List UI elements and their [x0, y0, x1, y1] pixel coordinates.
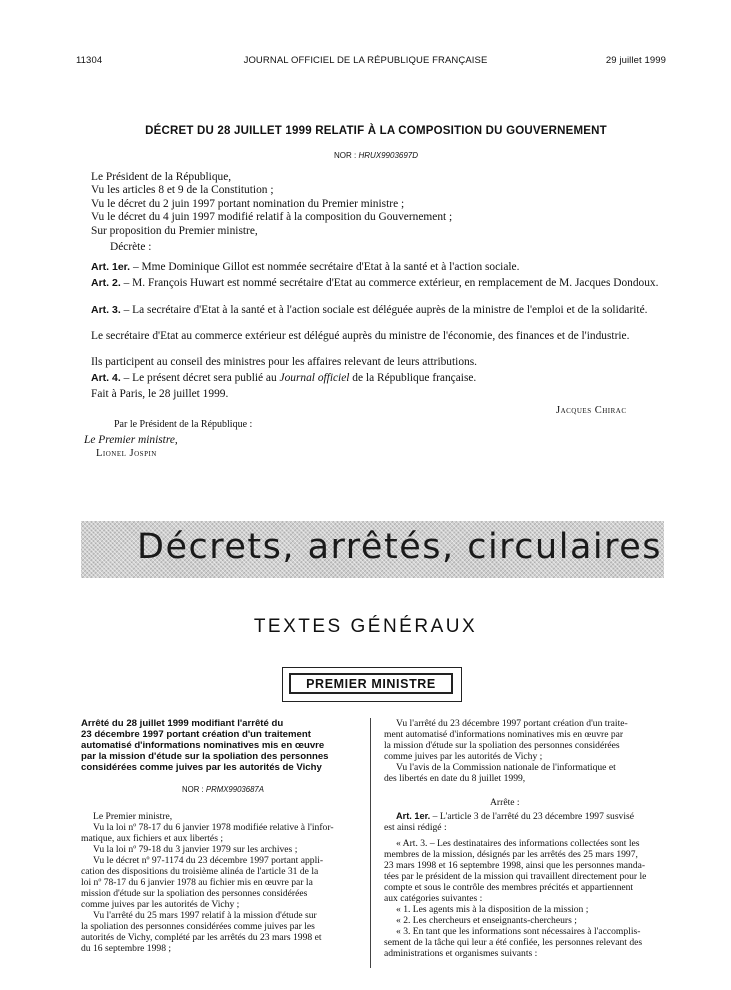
arrete-right-line: sement de la tâche qui leur a été confiée, les personnes relevant des	[384, 937, 643, 948]
arrete-left-line: Vu le décret nº 97-1174 du 23 décembre 1997 portant appli-	[93, 855, 324, 866]
arrete-right-line: « 2. Les chercheurs et enseignants-chercheurs ;	[396, 915, 577, 926]
preamble-line: Vu les articles 8 et 9 de la Constitution ;	[91, 184, 274, 197]
arrete-right-line: comme juives par les autorités de Vichy ;	[384, 751, 543, 762]
arrete-right-line: 23 mars 1998 et 16 septembre 1998, ainsi que les personnes manda-	[384, 860, 646, 871]
arrete-title-line: considérées comme juives par les autorités de Vichy	[81, 762, 322, 773]
arrete-left-line: loi nº 78-17 du 6 janvier 1978 au fichier mis en œuvre par la	[81, 877, 313, 888]
signature-jospin: Lionel Jospin	[96, 448, 157, 459]
decree-article-2	[91, 277, 666, 290]
page-number: 11304	[76, 55, 103, 66]
preamble-line: Vu le décret du 4 juin 1997 modifié relatif à la composition du Gouvernement ;	[91, 211, 453, 224]
decree-article-3	[91, 304, 666, 317]
arrete-left-line: autorités de Vichy, complété par les arrêtés du 23 mars 1998 et	[81, 932, 322, 943]
ministry-label: PREMIER MINISTRE	[289, 673, 453, 694]
arrete-article-1	[396, 811, 634, 822]
par-le-president: Par le Président de la République :	[114, 419, 253, 430]
decree-title: DÉCRET DU 28 JUILLET 1999 RELATIF À LA COMPOSITION DU GOUVERNEMENT	[145, 125, 607, 137]
arrete-right-line: Vu l'avis de la Commission nationale de l'informatique et	[396, 762, 616, 773]
arrete-right-line: des libertés en date du 8 juillet 1999,	[384, 773, 526, 784]
preamble-line: Sur proposition du Premier ministre,	[91, 224, 258, 237]
arrete-title	[81, 718, 365, 773]
premier-ministre-title: Le Premier ministre,	[84, 434, 178, 446]
article-4-label: Art. 4.	[91, 372, 121, 384]
arrete-left-line: Vu la loi nº 79-18 du 3 janvier 1979 sur les archives ;	[93, 844, 298, 855]
arrete-right-line: tées par le président de la mission qui travaillent directement pour le	[384, 871, 647, 882]
article-1-text: – Mme Dominique Gillot est nommée secrétaire d'Etat à la santé et à l'action sociale.	[130, 261, 520, 273]
arrete-article-1-cont: est ainsi rédigé :	[384, 822, 447, 833]
arrete-left-line: Le Premier ministre,	[93, 811, 173, 822]
arrete-right-line: membres de la mission, désignés par les arrêtés des 25 mars 1997,	[384, 849, 638, 860]
arrete-right-line: « 1. Les agents mis à la disposition de la mission ;	[396, 904, 589, 915]
ministry-box	[282, 667, 462, 702]
section-title: TEXTES GÉNÉRAUX	[253, 616, 478, 637]
arrete-left-line: matique, aux fichiers et aux libertés ;	[81, 833, 223, 844]
arrete-left-line: comme juives par les autorités de Vichy ;	[81, 899, 240, 910]
arrete-title-line: par la mission d'étude sur la spoliation des personnes	[81, 751, 329, 762]
arrete-right-line: compte et sous le contrôle des membres précités et appartiennent	[384, 882, 634, 893]
article-4-text-b: de la République française.	[349, 372, 477, 384]
arrete-nor-code: PRMX9903687A	[205, 785, 264, 794]
article-3-label: Art. 3.	[91, 304, 121, 316]
arrete-nor	[81, 785, 365, 794]
arrete-right-line: ment automatisé d'informations nominatives mis en œuvre par	[384, 729, 624, 740]
decree-article-1	[91, 261, 519, 274]
arrete-right-line: administrations et organismes suivants :	[384, 948, 538, 959]
arrete-title-line: Arrêté du 28 juillet 1999 modifiant l'arrêté du	[81, 718, 284, 729]
arrete-word: Arrête :	[490, 797, 520, 808]
arrete-right-line: « 3. En tant que les informations sont nécessaires à l'accomplis-	[396, 926, 641, 937]
preamble-line: Vu le décret du 2 juin 1997 portant nomination du Premier ministre ;	[91, 197, 405, 210]
banner-title: Décrets, arrêtés, circulaires	[137, 527, 663, 567]
decree-decrete: Décrète :	[110, 241, 152, 253]
arrete-right-line: aux catégories suivantes :	[384, 893, 483, 904]
decree-fait: Fait à Paris, le 28 juillet 1999.	[91, 388, 229, 400]
arrete-title-line: 23 décembre 1997 portant création d'un traitement	[81, 729, 311, 740]
arrete-left-line: Vu l'arrêté du 25 mars 1997 relatif à la mission d'étude sur	[93, 910, 317, 921]
arrete-left-line: mission d'étude sur la spoliation des personnes considérées	[81, 888, 308, 899]
signature-chirac: Jacques Chirac	[556, 405, 627, 416]
arrete-left-line: la spoliation des personnes considérées comme juives par les	[81, 921, 315, 932]
arrete-right-line: Vu l'arrêté du 23 décembre 1997 portant création d'un traite-	[396, 718, 628, 729]
arrete-nor-label: NOR :	[182, 785, 204, 794]
journal-officiel-ref: Journal officiel	[279, 372, 350, 384]
decree-nor	[96, 151, 656, 160]
arrete-article-1-text: – L'article 3 de l'arrêté du 23 décembre 1997 susvisé	[430, 811, 635, 822]
article-3-text: – La secrétaire d'Etat à la santé et à l'action sociale est déléguée auprès de la ministre de l'emploi et de la solidarité.	[120, 304, 648, 316]
arrete-title-line: automatisé d'informations nominatives mis en œuvre	[81, 740, 325, 751]
decree-article-3-para-3: Ils participent au conseil des ministres pour les affaires relevant de leurs attributions.	[91, 356, 478, 368]
arrete-left-line: Vu la loi nº 78-17 du 6 janvier 1978 modifiée relative à l'infor-	[93, 822, 334, 833]
journal-title: JOURNAL OFFICIEL DE LA RÉPUBLIQUE FRANÇAISE	[243, 55, 488, 66]
article-4-text-a: – Le présent décret sera publié au	[120, 372, 280, 384]
section-banner	[81, 521, 664, 578]
decree-article-4	[91, 372, 476, 385]
issue-date: 29 juillet 1999	[605, 55, 666, 66]
arrete-article-1-label: Art. 1er.	[396, 811, 431, 821]
decree-nor-code: HRUX9903697D	[358, 151, 419, 160]
article-2-text: – M. François Huwart est nommé secrétaire d'Etat au commerce extérieur, en remplacement de M. Jacques Dondoux.	[120, 277, 659, 289]
column-divider	[370, 718, 371, 968]
preamble-line: Le Président de la République,	[91, 171, 232, 183]
arrete-right-line: « Art. 3. – Les destinataires des informations collectées sont les	[396, 838, 640, 849]
article-1-label: Art. 1er.	[91, 261, 131, 273]
arrete-right-line: la mission d'étude sur la spoliation des personnes considérées	[384, 740, 620, 751]
article-2-label: Art. 2.	[91, 277, 121, 289]
arrete-left-line: du 16 septembre 1998 ;	[81, 943, 172, 954]
decree-nor-label: NOR :	[333, 151, 357, 160]
decree-article-3-para-2: Le secrétaire d'Etat au commerce extérieur est délégué auprès du ministre de l'économie, des finances et de l'industrie.	[91, 330, 630, 342]
arrete-left-line: cation des dispositions du troisième alinéa de l'article 31 de la	[81, 866, 319, 877]
